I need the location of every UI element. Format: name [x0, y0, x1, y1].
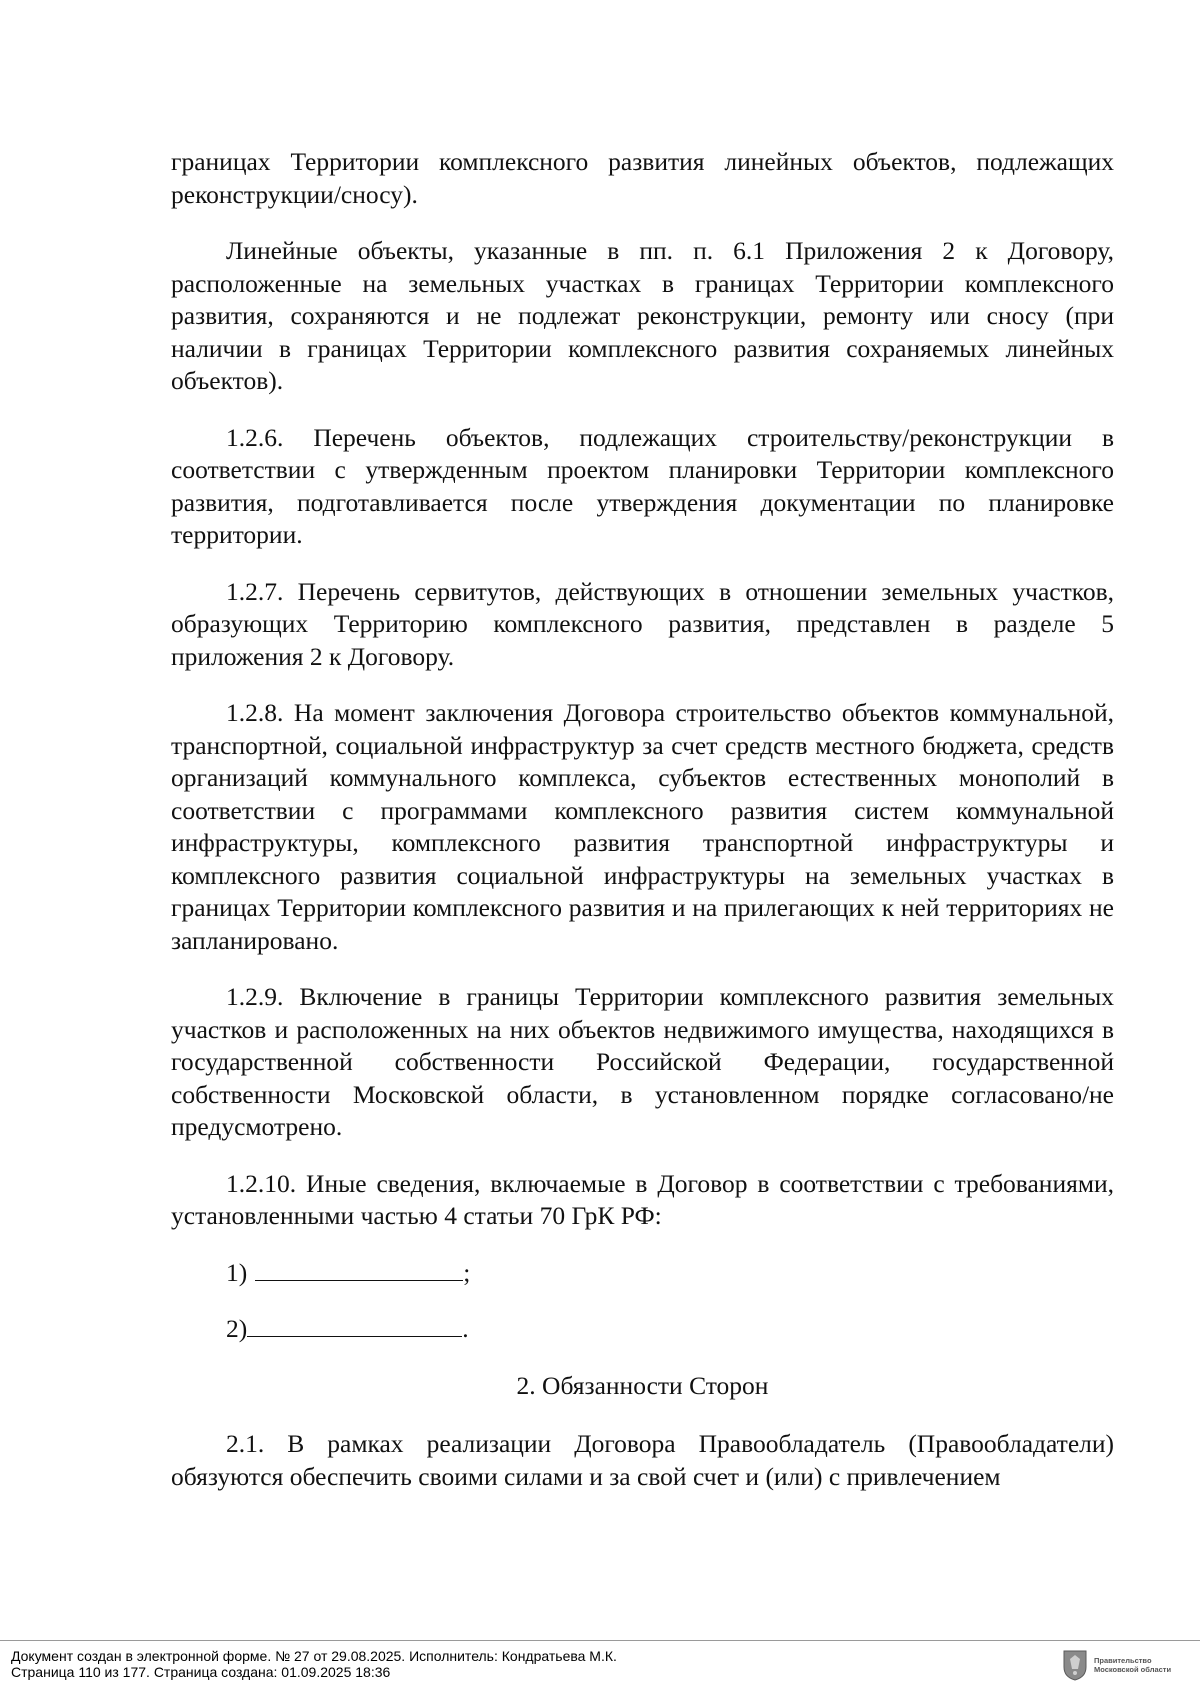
paragraph-1-2-6: 1.2.6. Перечень объектов, подлежащих строительству/реконструкции в соответствии с утвержденным проектом планировки Территории комплексного развития, подготавливается после утверждения документации по планировке территории. [171, 422, 1114, 549]
paragraph-1-2-10: 1.2.10. Иные сведения, включаемые в Договор в соответствии с требованиями, установленными частью 4 статьи 70 ГрК РФ: [171, 1168, 1114, 1230]
blank-item-1 [171, 1257, 1114, 1290]
blank-item-2 [171, 1313, 1114, 1346]
blank-item-1-prefix: 1) [226, 1257, 248, 1287]
blank-item-1-underline [255, 1258, 463, 1281]
paragraph-1-2-9: 1.2.9. Включение в границы Территории комплексного развития земельных участков и расположенных на них объектов недвижимого имущества, находящихся в государственной собственности Российской Федерации, государственной собственности Московской области, в установленном порядке согласовано/не предусмотрено. [171, 982, 1114, 1141]
paragraph-2-1: 2.1. В рамках реализации Договора Правообладатель (Правообладатели) обязуются обеспечить своими силами и за свой счет и (или) с привлечением [171, 1429, 1114, 1491]
footer-info [11, 1648, 617, 1680]
paragraph-continuation: границах Территории комплексного развития линейных объектов, подлежащих реконструкции/сносу). [171, 147, 1114, 209]
blank-item-2-prefix: 2) [226, 1314, 248, 1343]
logo-text-line-1: Правительство [1094, 1656, 1152, 1665]
document-body [171, 146, 1114, 1517]
paragraph-1-2-7: 1.2.7. Перечень сервитутов, действующих в отношении земельных участков, образующих Территорию комплексного развития, представлен в разделе 5 приложения 2 к Договору. [171, 576, 1114, 671]
logo-text-line-2: Московской области [1094, 1665, 1172, 1674]
blank-item-2-suffix: . [462, 1314, 469, 1343]
section-heading: 2. Обязанности Сторон [516, 1370, 769, 1400]
footer-divider [0, 1640, 1200, 1641]
paragraph-linear-objects: Линейные объекты, указанные в пп. п. 6.1 Приложения 2 к Договору, расположенные на земельных участках в границах Территории комплексного развития, сохраняются и не подлежат реконструкции, ремонту или сносу (при наличии в границах Территории комплексного развития сохраняемых линейных объектов). [171, 236, 1114, 395]
blank-item-2-underline [247, 1314, 462, 1337]
paragraph-1-2-8: 1.2.8. На момент заключения Договора строительство объектов коммунальной, транспортной, социальной инфраструктур за счет средств местного бюджета, средств организаций коммунального комплекса, субъектов естественных монополий в соответствии с программами комплексного развития систем коммунальной инфраструктуры, комплексного развития транспортной инфраструктуры и комплексного развития социальной инфраструктуры на земельных участках в границах Территории комплексного развития и на прилегающих к ней территориях не запланировано. [171, 698, 1114, 955]
footer-line-2: Страница 110 из 177. Страница создана: 01.09.2025 18:36 [11, 1664, 391, 1680]
government-logo [1062, 1645, 1200, 1685]
footer-line-1: Документ создан в электронной форме. № 27 от 29.08.2025. Исполнитель: Кондратьева М.К. [11, 1648, 617, 1664]
blank-item-1-suffix: ; [463, 1257, 471, 1287]
coat-of-arms-icon [1062, 1649, 1088, 1681]
